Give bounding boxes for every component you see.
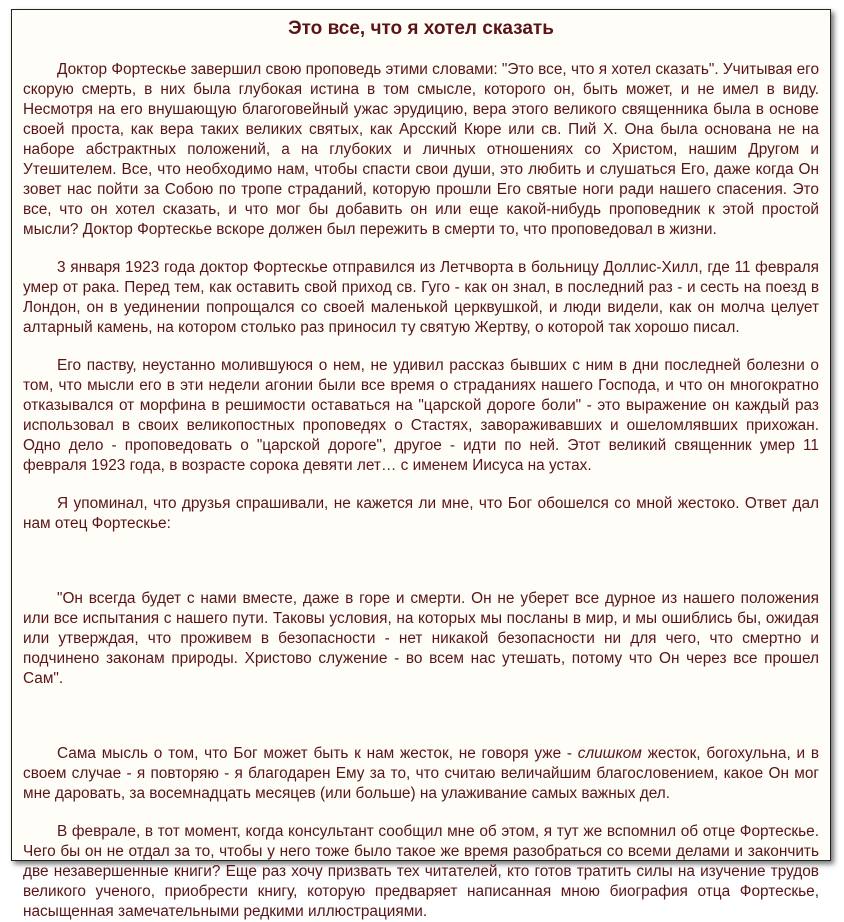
paragraph-3: Его паству, неустанно молившуюся о нем, не удивил рассказ бывших с ним в дни последней болезни о том, что мысли его в эти недели агонии были все время о страданиях нашего Господа, и что он многократно отказывался от морфина в решимости оставаться на "царской дороге боли" - это выражение он каждый раз использовал в своих великопостных проповедях о Стастях, завораживавших и ошеломлявших прихожан. Одно дело - проповедовать о "царской дороге", другое - идти по ней. Этот великий священник умер 11 февраля 1923 года, в возрасте сорока девяти лет… с именем Иисуса на устах. (23, 357, 819, 474)
article-frame (11, 9, 831, 920)
paragraph-1: Доктор Фортескье завершил свою проповедь этими словами: "Это все, что я хотел сказать". Учитывая его скорую смерть, в них была глубокая истина в том смысле, которого он, быть может, и не имел в виду. Несмотря на его внушающую благоговейный ужас эрудицию, вера этого великого священника была в основе своей проста, как вера таких великих святых, как Арсский Кюре или св. Пий X. Она была основана не на наборе абстрактных положений, а на глубоких и личных отношениях со Христом, нашим Другом и Утешителем. Все, что необходимо нам, чтобы спасти свои души, это любить и слушаться Его, даже когда Он зовет нас пойти за Собою по тропе страданий, которую прошли Его святые ноги ради нашего спасения. Это все, что он хотел сказать, и что мог бы добавить он или еще какой-нибудь проповедник к этой простой мысли? Доктор Фортескье вскоре должен был пережить в смерти то, что проповедовал в жизни. (23, 61, 819, 238)
paragraph-2: 3 января 1923 года доктор Фортескье отправился из Летчворта в больницу Доллис-Хилл, где 11 февраля умер от рака. Перед тем, как оставить свой приход св. Гуго - как он знал, в последний раз - и сесть на поезд в Лондон, он в уединении попрощался со своей маленькой церквушкой, и люди видели, как он молча целует алтарный камень, на котором столько раз приносил ту святую Жертву, о которой так хорошо писал. (23, 259, 819, 336)
emphasis-word: слишком (577, 745, 642, 762)
paragraph-4: Я упоминал, что друзья спрашивали, не кажется ли мне, что Бог обошелся со мной жестоко. Ответ дал нам отец Фортескье: (23, 495, 819, 532)
paragraph-6 (23, 744, 819, 804)
paragraph-7: В феврале, в тот момент, когда консультант сообщил мне об этом, я тут же вспомнил об отце Фортескье. Чего бы он не отдал за то, чтобы у него тоже было такое же время разобраться со всеми делами и закончить две незавершенные книги? Еще раз хочу призвать тех читателей, кто готов тратить силы на изучение трудов великого ученого, приобрести книгу, которую предваряет написанная мною биография отца Фортескье, насыщенная замечательными редкими иллюстрациями. (23, 823, 819, 920)
paragraph-quote: "Он всегда будет с нами вместе, даже в горе и смерти. Он не уберет все дурное из нашего положения или все испытания с нашего пути. Таковы условия, на которых мы посланы в мир, и мы ошиблись бы, ожидая или утверждая, что проживем в безопасности - нет никакой безопасности ни для чего, что смертно и подчинено законам природы. Христово служение - во всем нас утешать, потому что Он через все прошел Сам". (23, 590, 819, 687)
paragraph-6-after: жесток, богохульна, и в своем случае - я повторяю - я благодарен Ему за то, что считаю величайшим благословением, какое Он мог мне даровать, за восемнадцать месяцев (или больше) на улаживание самых важных дел. (23, 745, 820, 802)
article-title: Это все, что я хотел сказать (288, 18, 554, 39)
paragraph-6-before: Сама мысль о том, что Бог может быть к нам жесток, не говоря уже - (57, 745, 578, 762)
